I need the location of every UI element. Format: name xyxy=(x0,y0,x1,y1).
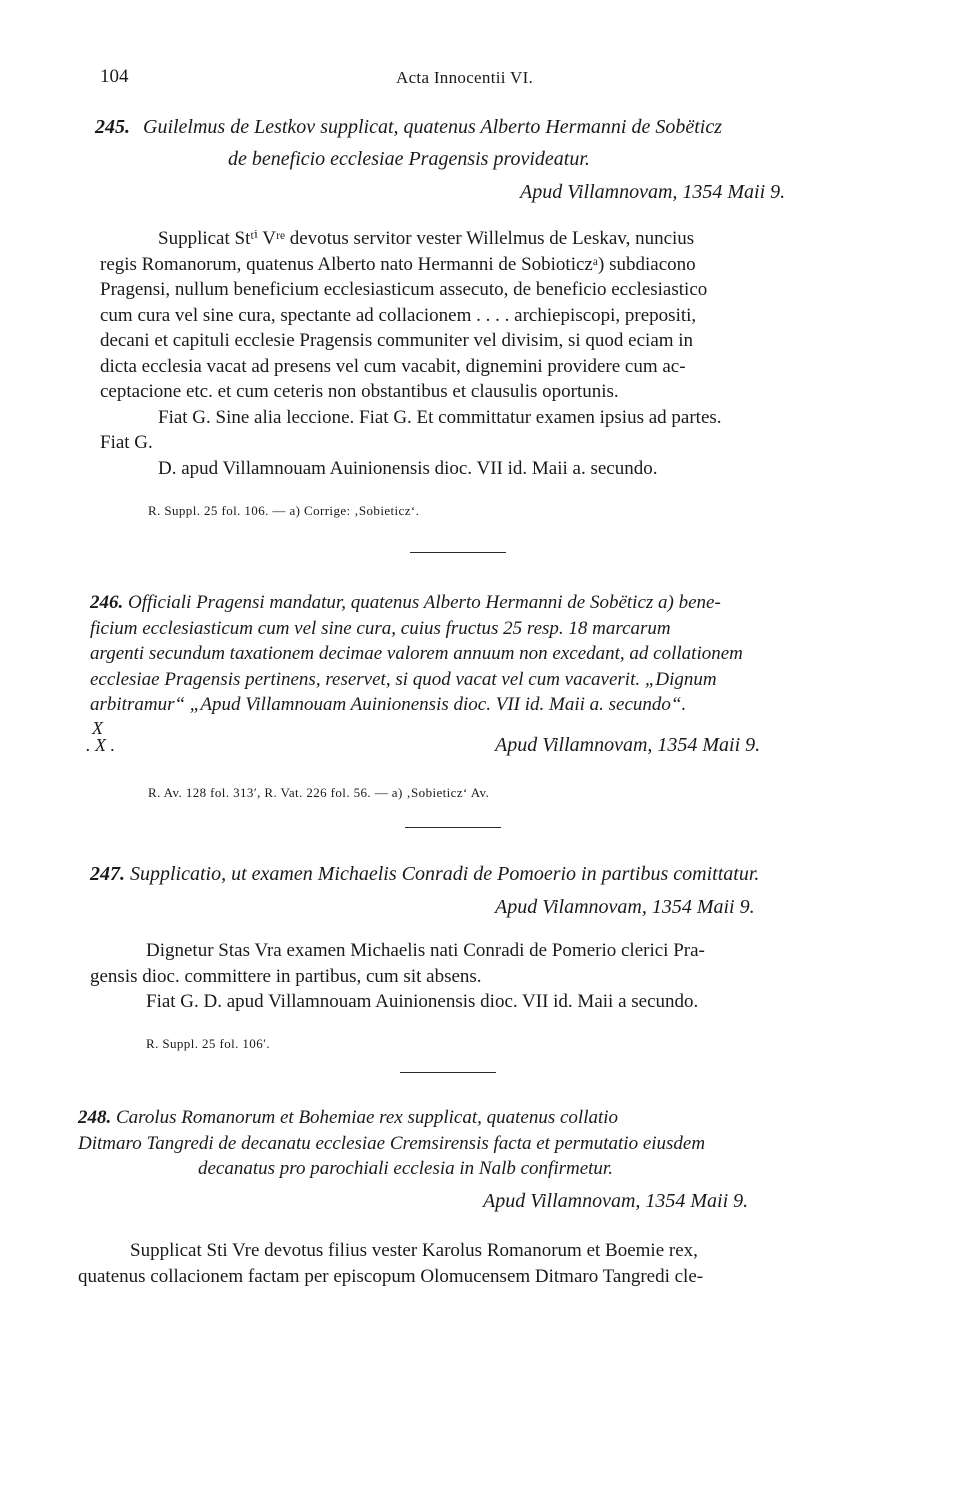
section-divider xyxy=(410,552,506,553)
body-line: ceptacione etc. et cum ceteris non obstantibus et clausulis oportunis. xyxy=(100,381,619,402)
running-title: Acta Innocentii VI. xyxy=(396,68,534,87)
body-line: Supplicat Sti Vre devotus filius vester Karolus Romanorum et Boemie rex, xyxy=(130,1240,698,1261)
summary-line: Guilelmus de Lestkov supplicat, quatenus Alberto Hermanni de Sobëticz xyxy=(143,116,722,138)
body-line: Fiat G. xyxy=(100,432,153,453)
body-line: gensis dioc. committere in partibus, cum sit absens. xyxy=(90,965,482,987)
entry-number: 248. xyxy=(78,1107,112,1128)
body-line: D. apud Villamnouam Auinionensis dioc. VII id. Maii a. secundo. xyxy=(158,457,658,479)
body-line: regis Romanorum, quatenus Alberto nato Hermanni de Sobioticzᵃ) subdiacono xyxy=(100,253,696,275)
body-line: dicta ecclesia vacat ad presens vel cum vacabit, dignemini providere cum ac- xyxy=(100,355,686,377)
entry-date: Apud Villamnovam, 1354 Maii 9. xyxy=(520,181,786,203)
reference-note: R. Av. 128 fol. 313′, R. Vat. 226 fol. 56. — a) ‚Sobieticz‘ Av. xyxy=(148,785,490,800)
summary-line: ecclesiae Pragensis pertinens, reservet, si quod vacat vel cum vacaverit. „Dignum xyxy=(90,668,717,690)
entry-248-body xyxy=(78,1238,818,1289)
body-line: quatenus collacionem factam per episcopum Olomucensem Ditmaro Tangredi cle- xyxy=(78,1265,704,1287)
entry-number: 247. xyxy=(90,863,125,885)
entry-246-summary xyxy=(90,590,820,718)
summary-line: decanatus pro parochiali ecclesia in Nalb confirmetur. xyxy=(198,1158,613,1179)
body-line: Dignetur Stas Vra examen Michaelis nati Conradi de Pomerio clerici Pra- xyxy=(146,940,705,961)
entry-number: 245. xyxy=(95,116,130,138)
entry-248-summary xyxy=(78,1105,818,1182)
entry-number: 246. xyxy=(90,592,124,613)
summary-line: arbitramur“ „Apud Villamnouam Auinionensis dioc. VII id. Maii a. secundo“. xyxy=(90,694,687,715)
body-line: Pragensi, nullum beneficium ecclesiasticum assecuto, de beneficio ecclesiastico xyxy=(100,279,708,300)
x-mark-bottom: . X . xyxy=(86,735,115,755)
reference-note: R. Suppl. 25 fol. 106′. xyxy=(146,1036,270,1051)
summary-line: Ditmaro Tangredi de decanatu ecclesiae Cremsirensis facta et permutatio eiusdem xyxy=(78,1132,706,1154)
body-line: Fiat G. Sine alia leccione. Fiat G. Et committatur examen ipsius ad partes. xyxy=(158,406,722,428)
body-line: decani et capituli ecclesie Pragensis communiter vel divisim, si quod eciam in xyxy=(100,330,694,351)
entry-247-body xyxy=(90,938,825,1015)
summary-line: ficium ecclesiasticum cum vel sine cura, cuius fructus 25 resp. 18 marcarum xyxy=(90,617,671,639)
entry-245-summary xyxy=(95,115,815,140)
section-divider xyxy=(405,827,501,828)
summary-line: Carolus Romanorum et Bohemiae rex supplicat, quatenus collatio xyxy=(116,1107,619,1128)
body-line: Fiat G. D. apud Villamnouam Auinionensis dioc. VII id. Maii a secundo. xyxy=(146,991,699,1012)
body-line: Supplicat Stᵗⁱ Vʳᵉ devotus servitor vester Willelmus de Leskav, nuncius xyxy=(158,228,695,249)
summary-line: Supplicatio, ut examen Michaelis Conradi de Pomoerio in partibus comittatur. xyxy=(130,863,760,885)
x-mark-top: X xyxy=(92,718,103,738)
entry-245-body xyxy=(100,226,830,481)
summary-line: Officiali Pragensi mandatur, quatenus Alberto Hermanni de Sobëticz a) bene- xyxy=(128,592,721,613)
reference-note: R. Suppl. 25 fol. 106. — a) Corrige: ‚Sobieticz‘. xyxy=(148,503,420,518)
body-line: cum cura vel sine cura, spectante ad collacionem . . . . archiepiscopi, prepositi, xyxy=(100,304,697,326)
entry-247-summary xyxy=(90,862,830,887)
summary-line: argenti secundum taxationem decimae valorem annuum non excedant, ad collationem xyxy=(90,643,743,664)
entry-date: Apud Villamnovam, 1354 Maii 9. xyxy=(495,734,761,756)
entry-date: Apud Vilamnovam, 1354 Maii 9. xyxy=(495,896,755,918)
section-divider xyxy=(400,1072,496,1073)
entry-date: Apud Villamnovam, 1354 Maii 9. xyxy=(483,1190,749,1212)
page-number: 104 xyxy=(100,66,129,87)
summary-line: de beneficio ecclesiae Pragensis provideatur. xyxy=(228,148,590,170)
